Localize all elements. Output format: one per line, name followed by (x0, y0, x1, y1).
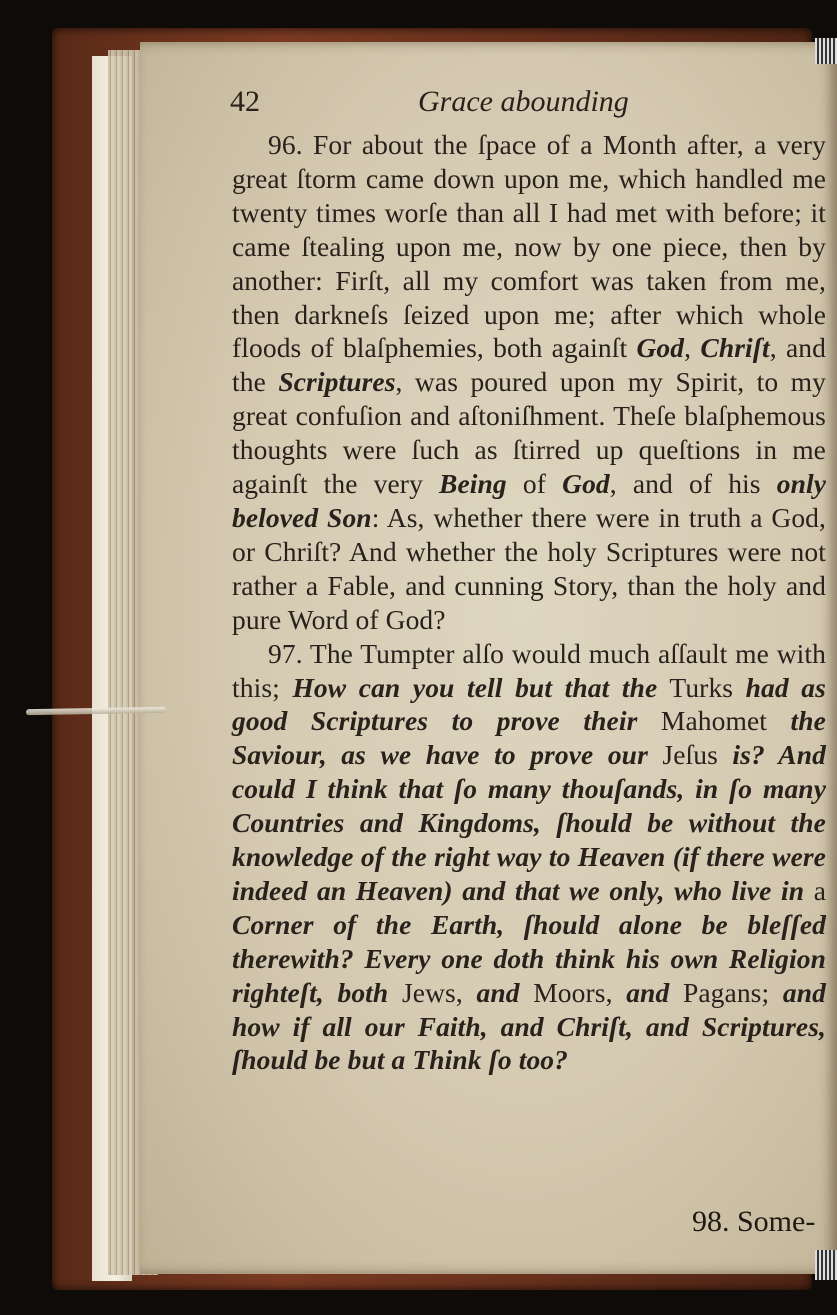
italic-run: How can you tell but that the (292, 671, 658, 703)
text-run: , (684, 332, 701, 364)
italic-run: God (636, 332, 685, 364)
body-text (232, 128, 826, 1077)
text-run: , was poured upon my Spirit, to my great confuſion and aſtoniſhment. Theſe blaſphemous thoughts were ſuch as ſtirred up queſtions in me againſt the very (232, 366, 827, 500)
italic-run: had as good Scriptures to prove their (232, 671, 826, 737)
italic-run: Chriſt (700, 332, 770, 364)
text-run: , and of his (609, 468, 777, 500)
italic-run: the Saviour, as we have to prove our (232, 705, 826, 771)
page-header (230, 85, 830, 129)
italic-run: Corner of the Earth, ſhould alone be bleſſed therewith? Every one doth think his own Religion righteſt, both (232, 908, 826, 1008)
text-run: 97. The Tumpter alſo would much aſſault me with this; (232, 637, 826, 703)
running-title: Grace abounding (418, 85, 629, 118)
text-run: Mahomet (637, 705, 791, 737)
text-run: Jews, (388, 976, 477, 1008)
text-run: , and the (232, 332, 826, 398)
text-run: a (804, 874, 826, 906)
text-run: Turks (657, 671, 746, 703)
text-run: 96. For about the ſpace of a Month after, a very great ſtorm came down upon me, which handled me twenty times worſe than all I had met with before; it came ſtealing upon me, now by one piece, then by another: Firſt, all my comfort was taken from me, then darkneſs ſeized upon me; after which whole floods of blaſphemies, both againſt (232, 129, 826, 364)
text-run: Moors, (519, 976, 627, 1008)
italic-run: only beloved Son (232, 468, 827, 533)
catchword: 98. Some- (692, 1205, 816, 1238)
italic-run: God (562, 468, 610, 500)
spine-mark-top (815, 38, 837, 64)
spine-mark-bottom (815, 1250, 837, 1280)
paragraph-96 (232, 128, 826, 637)
italic-run: Being (439, 468, 507, 500)
text-run: of (506, 468, 563, 500)
italic-run: is? And could I think that ſo many thouſands, in ſo many Countries and Kingdoms, ſhould be without the knowledge of the right way to Heaven (if there were indeed an Heaven) and that we only, who live in (232, 739, 826, 906)
paragraph-97 (232, 637, 826, 1078)
page-number: 42 (230, 85, 260, 118)
italic-run: and (626, 976, 670, 1008)
text-run: Pagans; (669, 976, 783, 1008)
italic-run: and (476, 976, 520, 1008)
text-run: : As, whether there were in truth a God, or Chriſt? And whether the holy Scriptures were not rather a Fable, and cunning Story, than the holy and pure Word of God? (232, 501, 826, 635)
text-run: Jeſus (647, 739, 733, 771)
italic-run: Scriptures (278, 366, 396, 398)
italic-run: and how if all our Faith, and Chriſt, and Scriptures, ſhould be but a Think ſo too? (232, 976, 826, 1076)
